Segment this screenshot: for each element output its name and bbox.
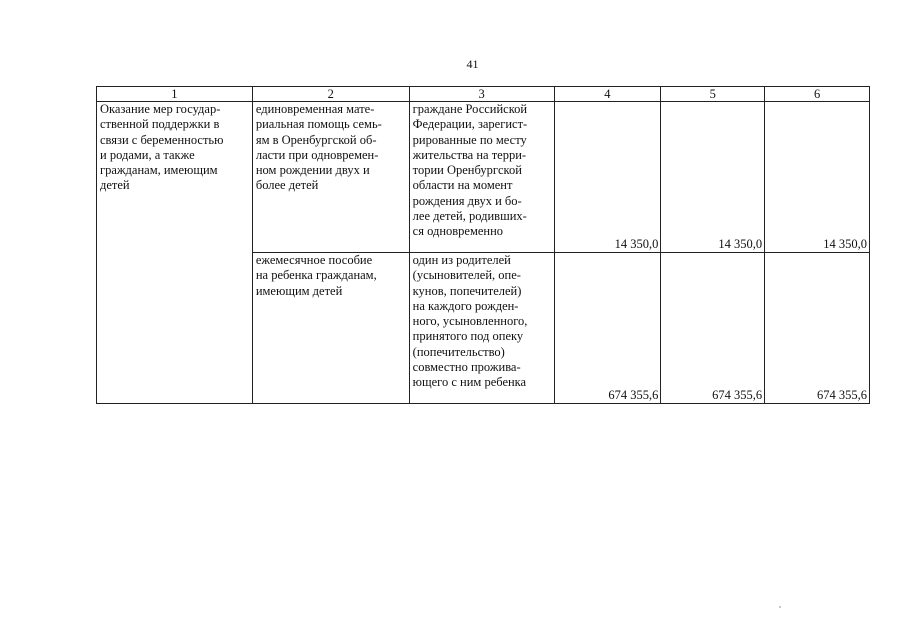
benefit-cell (252, 253, 409, 404)
amount-col5-cell: 14 350,0 (661, 102, 765, 253)
category-text: Оказание мер государ- ственной поддержки в связи с беременностью и родами, а также гражданам, имеющим детей (100, 102, 224, 193)
recipients-text: граждане Российской Федерации, зарегист- рированные по месту жительства на терри- тории Оренбургской области на момент рождения двух и бо- лее детей, родивших- ся одновременно (412, 102, 528, 239)
column-header-5: 5 (661, 87, 765, 102)
category-cell (97, 102, 253, 404)
recipients-cell (409, 102, 554, 253)
column-header-4: 4 (554, 87, 661, 102)
recipients-cell (409, 253, 554, 404)
recipients-text: один из родителей (усыновителей, опе- кунов, попечителей) на каждого рожден- ного, усыновленного, принятого под опеку (попечительство) совместно прожива- ющего с ним ребенка (412, 253, 528, 390)
benefits-table (96, 86, 870, 404)
benefit-text: ежемесячное пособие на ребенка гражданам, имеющим детей (255, 253, 377, 298)
column-header-3: 3 (409, 87, 554, 102)
table-row (97, 102, 870, 253)
benefit-cell (252, 102, 409, 253)
page-number: 41 (466, 57, 479, 71)
amount-col6-cell: 14 350,0 (765, 102, 870, 253)
column-header-6: 6 (765, 87, 870, 102)
amount-col4-cell: 674 355,6 (554, 253, 661, 404)
column-header-1: 1 (97, 87, 253, 102)
column-header-2: 2 (252, 87, 409, 102)
benefit-text: единовременная мате- риальная помощь семь- ям в Оренбургской об- ласти при одновремен- ном рождении двух и более детей (255, 102, 382, 193)
amount-col6-cell: 674 355,6 (765, 253, 870, 404)
table-header-row (97, 87, 870, 102)
amount-col5-cell: 674 355,6 (661, 253, 765, 404)
amount-col4-cell: 14 350,0 (554, 102, 661, 253)
scan-speck (779, 606, 781, 608)
